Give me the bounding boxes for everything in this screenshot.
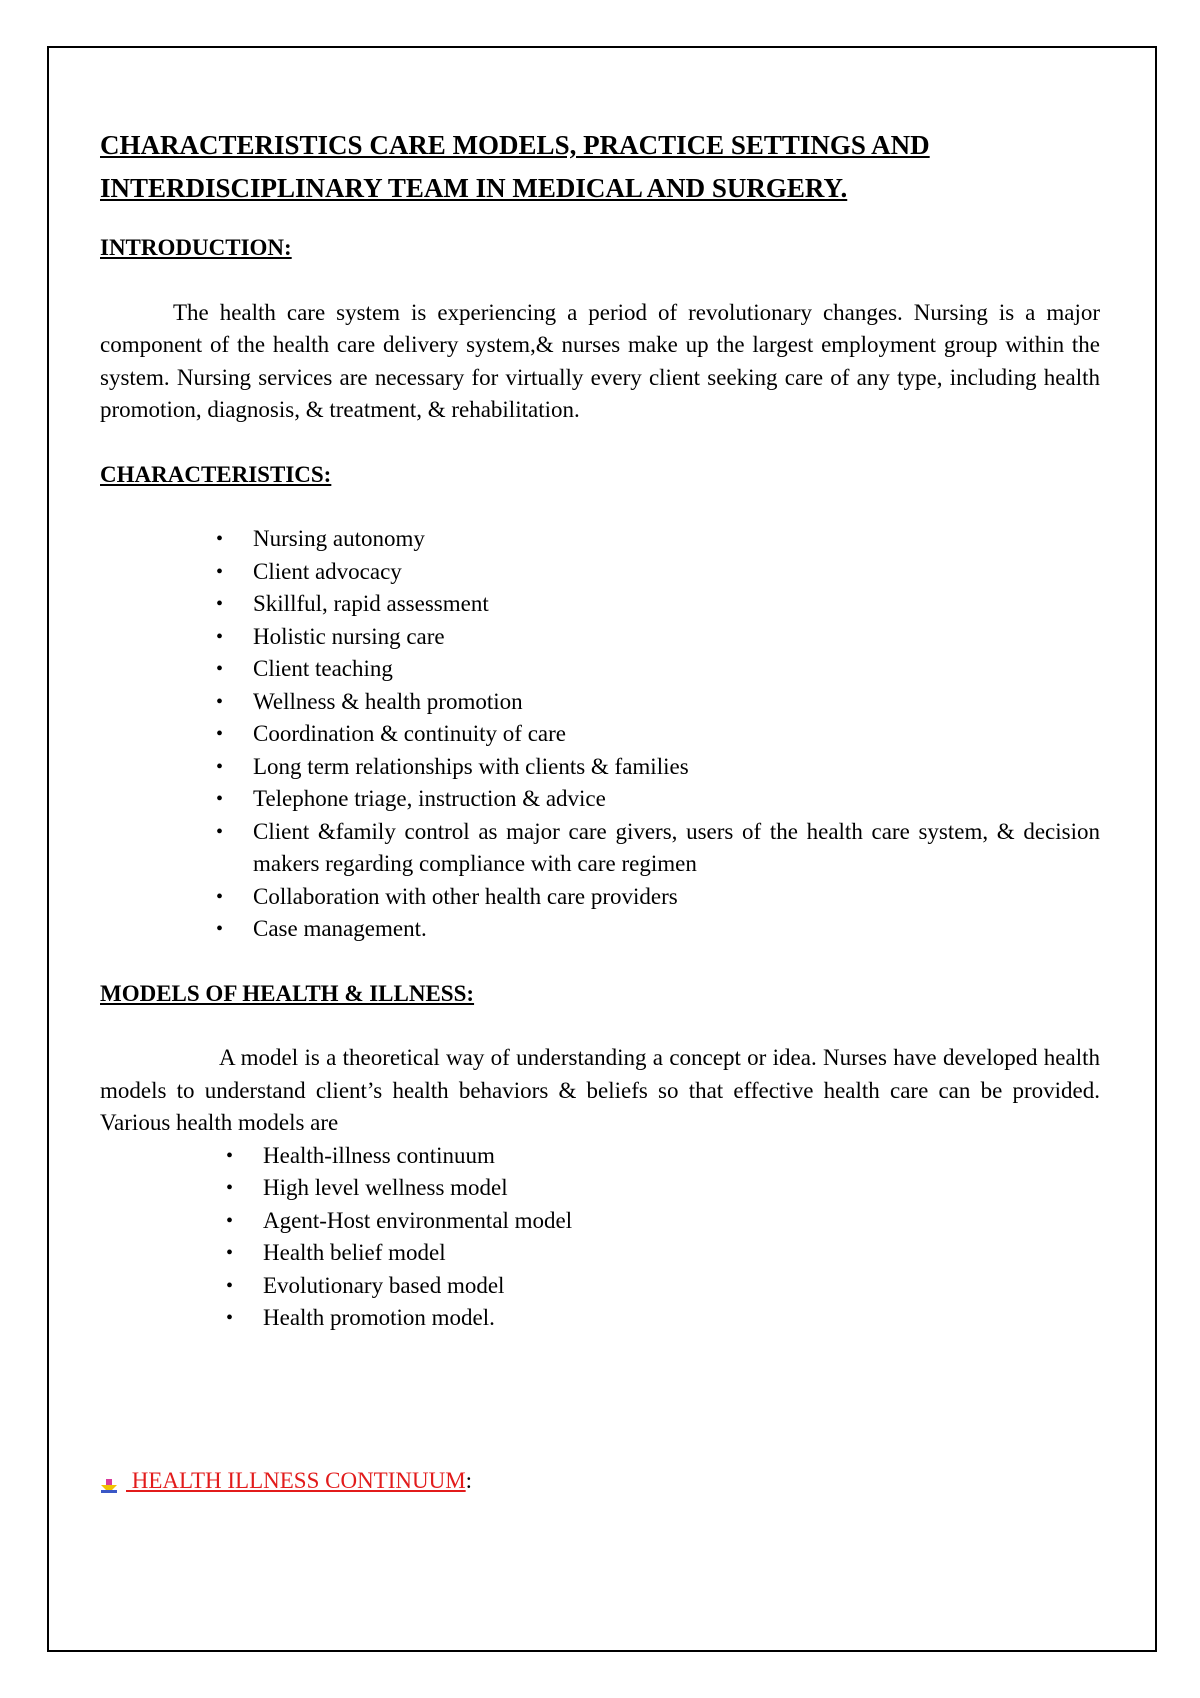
title-line-2: INTERDISCIPLINARY TEAM IN MEDICAL AND SURGERY. <box>100 173 848 203</box>
models-heading: MODELS OF HEALTH & ILLNESS: <box>100 980 475 1006</box>
bullet-icon: • <box>226 1307 234 1329</box>
list-item: • Case management. <box>216 913 1100 946</box>
bullet-icon: • <box>216 658 224 680</box>
bullet-icon: • <box>226 1144 234 1167</box>
arrow-bullet-icon <box>100 1473 118 1491</box>
list-item: • Agent-Host environmental model <box>226 1205 1100 1238</box>
introduction-heading: INTRODUCTION: <box>100 235 292 260</box>
characteristics-list <box>216 523 1100 946</box>
document-title <box>100 124 1100 210</box>
bullet-icon: • <box>216 723 224 745</box>
bullet-icon: • <box>216 528 224 550</box>
bullet-icon: • <box>226 1274 234 1297</box>
bullet-icon: • <box>226 1177 234 1199</box>
bullet-icon: • <box>216 820 224 843</box>
list-item: • Client advocacy <box>216 556 1100 589</box>
document-body <box>100 124 1100 1497</box>
list-item: • Client &family control as major care givers, users of the health care system, & decision makers regarding compliance with care regimen <box>216 816 1100 881</box>
continuum-heading: HEALTH ILLNESS CONTINUUM <box>126 1467 466 1493</box>
introduction-paragraph: The health care system is experiencing a period of revolutionary changes. Nursing is a major component of the health care delivery system,& nurses make up the largest employment group within the system. Nursing services are necessary for virtually every client seeking care of any type, including health promotion, diagnosis, & treatment, & rehabilitation. <box>100 299 1100 422</box>
list-item: • Wellness & health promotion <box>216 686 1100 719</box>
characteristics-heading: CHARACTERISTICS: <box>100 461 332 487</box>
list-item: • Health-illness continuum <box>226 1140 1100 1173</box>
list-item: • Collaboration with other health care providers <box>216 881 1100 914</box>
list-item: • Evolutionary based model <box>226 1270 1100 1303</box>
list-item: • Holistic nursing care <box>216 621 1100 654</box>
bullet-icon: • <box>216 560 224 583</box>
list-item: • Health belief model <box>226 1237 1100 1270</box>
bullet-icon: • <box>216 690 224 713</box>
bullet-icon: • <box>216 755 224 778</box>
list-item: • High level wellness model <box>226 1172 1100 1205</box>
continuum-section <box>100 1465 1100 1498</box>
title-line-1: CHARACTERISTICS CARE MODELS, PRACTICE SETTINGS AND <box>100 130 930 160</box>
bullet-icon: • <box>216 918 224 940</box>
list-item: • Health promotion model. <box>226 1302 1100 1335</box>
bullet-icon: • <box>216 593 224 615</box>
list-item: • Skillful, rapid assessment <box>216 588 1100 621</box>
bullet-icon: • <box>226 1209 234 1232</box>
list-item: • Long term relationships with clients & families <box>216 751 1100 784</box>
models-paragraph: A model is a theoretical way of understanding a concept or idea. Nurses have developed health models to understand client’s health behaviors & beliefs so that effective health care can be provided. Various health models are <box>100 1045 1100 1135</box>
bullet-icon: • <box>226 1242 234 1264</box>
list-item: • Telephone triage, instruction & advice <box>216 783 1100 816</box>
bullet-icon: • <box>216 885 224 908</box>
list-item: • Nursing autonomy <box>216 523 1100 556</box>
bullet-icon: • <box>216 625 224 648</box>
continuum-heading-colon: : <box>465 1467 473 1493</box>
models-list <box>226 1140 1100 1335</box>
bullet-icon: • <box>216 788 224 810</box>
list-item: • Coordination & continuity of care <box>216 718 1100 751</box>
list-item: • Client teaching <box>216 653 1100 686</box>
